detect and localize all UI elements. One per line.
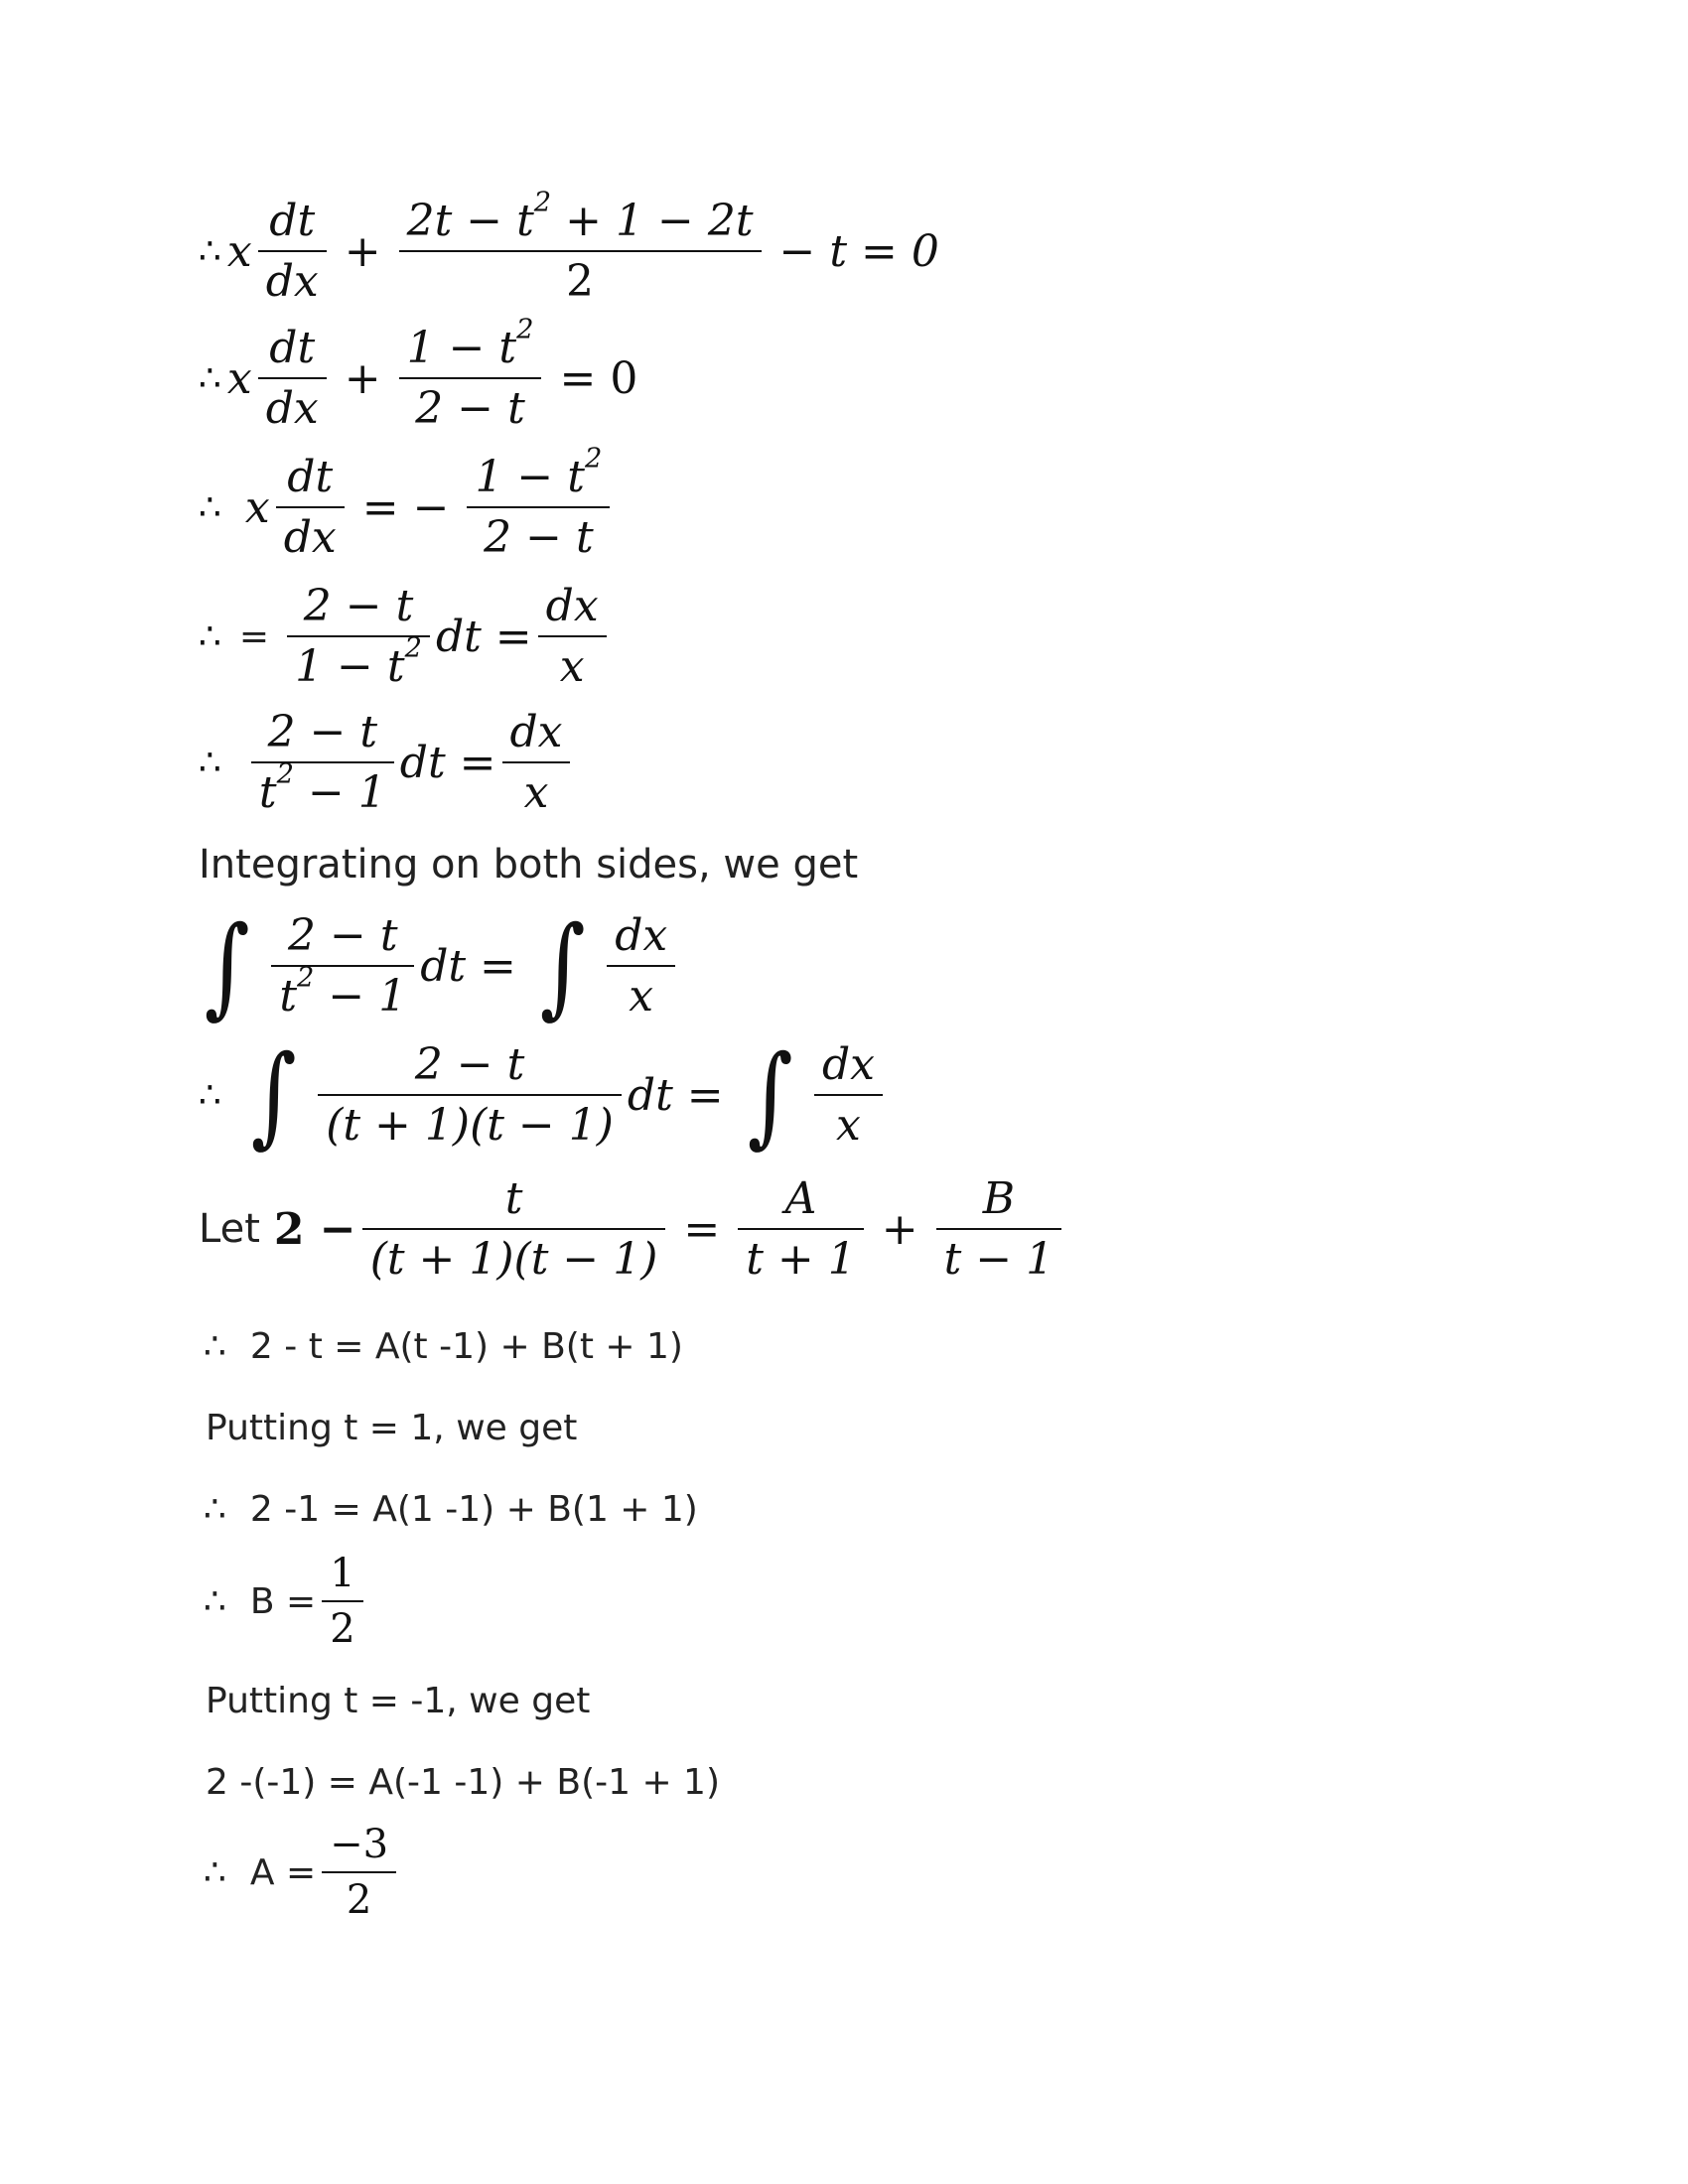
plus-sign: + <box>344 225 381 277</box>
line-substitution-1 <box>204 1489 698 1530</box>
denominator: (t + 1)(t − 1) <box>369 1234 658 1285</box>
numerator: dx <box>545 581 599 631</box>
numerator: dt <box>269 196 316 246</box>
fraction-main <box>467 443 610 565</box>
numerator <box>399 314 542 375</box>
denominator: 2 <box>346 1877 372 1923</box>
fraction-bar <box>322 1871 396 1873</box>
therefore-symbol: ∴ <box>199 742 221 783</box>
fraction-left <box>251 705 394 820</box>
fraction-right <box>502 705 571 820</box>
fraction-left <box>362 1171 666 1287</box>
numerator <box>467 443 610 504</box>
line-putting-neg1: Putting t = -1, we get <box>206 1681 591 1721</box>
therefore-symbol: ∴ <box>204 1326 226 1367</box>
plus-sign: + <box>881 1203 918 1255</box>
denominator: (t + 1)(t − 1) <box>326 1100 614 1151</box>
equation-step-8 <box>199 1171 1067 1287</box>
exponent: 2 <box>533 187 552 218</box>
denominator-part: t <box>279 971 297 1022</box>
integral-sign: ∫ <box>539 902 586 1029</box>
fraction-dt-dx <box>276 450 345 565</box>
substitution-text: 2 -1 = A(1 -1) + B(1 + 1) <box>249 1489 698 1530</box>
denominator: dx <box>265 256 319 307</box>
exponent: 2 <box>584 443 603 475</box>
equation-step-4 <box>199 579 613 694</box>
fraction-bar <box>258 377 327 379</box>
numerator: dt <box>287 452 334 502</box>
denominator <box>271 962 414 1024</box>
denominator: dx <box>265 383 319 434</box>
equation-step-2 <box>199 314 649 436</box>
equals-minus: = − <box>361 481 450 533</box>
exponent: 2 <box>516 314 534 345</box>
fraction-dt-dx <box>258 194 327 309</box>
denominator: 2 <box>330 1606 355 1652</box>
denominator: 2 <box>566 256 595 307</box>
variable-x: x <box>226 225 252 277</box>
fraction-bar <box>607 965 675 967</box>
numerator: dx <box>509 707 563 757</box>
denominator-part: 1 − t <box>295 641 405 692</box>
middle-term: dt = <box>420 940 516 992</box>
denominator: t + 1 <box>746 1234 856 1285</box>
line-putting-1: Putting t = 1, we get <box>206 1408 578 1448</box>
numerator: 2 − t <box>267 707 378 757</box>
fraction-bar <box>399 250 762 252</box>
therefore-symbol: ∴ <box>204 1489 226 1530</box>
fraction-main <box>399 314 542 436</box>
integral-sign: ∫ <box>747 1031 793 1159</box>
exponent: 2 <box>276 758 294 790</box>
equals-sign: = <box>683 1203 721 1255</box>
numerator: t <box>504 1173 523 1224</box>
denominator: x <box>629 971 654 1022</box>
numerator: dx <box>821 1039 875 1090</box>
numerator-part: 2t − t <box>406 196 534 246</box>
numerator: B <box>982 1173 1016 1224</box>
equation-tail: = 0 <box>559 352 638 404</box>
fraction-right <box>538 579 607 694</box>
numerator: dx <box>615 910 668 961</box>
denominator-part: t <box>258 767 277 818</box>
denominator: x <box>559 641 585 692</box>
numerator: 2 − t <box>288 910 398 961</box>
denominator: 2 − t <box>484 512 594 563</box>
line-a-value <box>204 1820 402 1925</box>
numerator: −3 <box>330 1822 389 1867</box>
exponent: 2 <box>404 632 422 664</box>
equation-step-7 <box>199 1031 889 1159</box>
numerator: dt <box>269 323 316 373</box>
fraction-bar <box>318 1094 622 1096</box>
text-integrating: Integrating on both sides, we get <box>199 842 859 887</box>
fraction-bar <box>276 506 345 508</box>
therefore-symbol: ∴ <box>199 357 221 399</box>
equation-tail: − t = 0 <box>778 225 939 277</box>
equation-step-6 <box>199 902 681 1029</box>
numerator-tail: + 1 − 2t <box>551 196 754 246</box>
denominator: dx <box>283 512 337 563</box>
therefore-symbol: ∴ <box>204 1580 226 1622</box>
fraction-b <box>936 1171 1062 1287</box>
denominator-tail: − 1 <box>314 971 407 1022</box>
middle-term: dt = <box>399 737 496 788</box>
equation-step-1 <box>199 187 951 309</box>
middle-term: dt = <box>627 1069 724 1121</box>
denominator: 2 − t <box>415 383 525 434</box>
fraction-bar <box>322 1600 362 1602</box>
middle-term: dt = <box>435 611 532 662</box>
numerator-part: 1 − t <box>406 323 517 373</box>
fraction-bar <box>738 1228 864 1230</box>
plus-sign: + <box>344 352 381 404</box>
line-b-value <box>204 1549 369 1654</box>
denominator <box>251 758 394 820</box>
equals-sign: = <box>238 615 270 657</box>
fraction-left <box>318 1037 622 1153</box>
fraction-main <box>399 187 762 309</box>
fraction-right <box>814 1037 883 1153</box>
fraction-dt-dx <box>258 321 327 436</box>
numerator: 2 − t <box>303 581 414 631</box>
therefore-symbol: ∴ <box>199 615 221 657</box>
equation-step-3 <box>199 443 616 565</box>
numerator: 2 − t <box>414 1039 525 1090</box>
line-identity <box>204 1326 683 1367</box>
equation-step-5 <box>199 705 576 820</box>
therefore-symbol: ∴ <box>204 1851 226 1893</box>
fraction-bar <box>362 1228 666 1230</box>
fraction-bar <box>258 250 327 252</box>
fraction-left <box>287 579 430 694</box>
fraction-a-value <box>322 1820 396 1925</box>
fraction-bar <box>502 761 571 763</box>
lead-term: 2 − <box>273 1203 356 1255</box>
fraction-b-value <box>322 1549 362 1654</box>
variable-x: x <box>244 481 270 533</box>
fraction-bar <box>538 635 607 637</box>
fraction-bar <box>271 965 414 967</box>
integral-sign: ∫ <box>204 902 250 1029</box>
numerator-part: 1 − t <box>475 452 585 502</box>
denominator: x <box>836 1100 861 1151</box>
a-label: A = <box>249 1851 317 1893</box>
fraction-bar <box>399 377 542 379</box>
denominator: x <box>523 767 549 818</box>
fraction-bar <box>251 761 394 763</box>
b-label: B = <box>249 1580 317 1622</box>
therefore-symbol: ∴ <box>199 1074 221 1116</box>
denominator <box>287 632 430 694</box>
exponent: 2 <box>297 962 315 994</box>
numerator <box>399 187 762 248</box>
therefore-symbol: ∴ <box>199 230 221 272</box>
variable-x: x <box>226 352 252 404</box>
let-label: Let <box>199 1206 260 1252</box>
fraction-bar <box>936 1228 1062 1230</box>
fraction-bar <box>814 1094 883 1096</box>
therefore-symbol: ∴ <box>199 486 221 528</box>
fraction-right <box>607 908 675 1024</box>
identity-text: 2 - t = A(t -1) + B(t + 1) <box>249 1326 683 1367</box>
fraction-bar <box>467 506 610 508</box>
fraction-left <box>271 908 414 1024</box>
line-substitution-2: 2 -(-1) = A(-1 -1) + B(-1 + 1) <box>206 1762 721 1803</box>
integral-sign: ∫ <box>250 1031 297 1159</box>
denominator-tail: − 1 <box>293 767 386 818</box>
numerator: 1 <box>330 1551 355 1596</box>
denominator: t − 1 <box>943 1234 1055 1285</box>
fraction-a <box>738 1171 864 1287</box>
numerator: A <box>784 1173 817 1224</box>
